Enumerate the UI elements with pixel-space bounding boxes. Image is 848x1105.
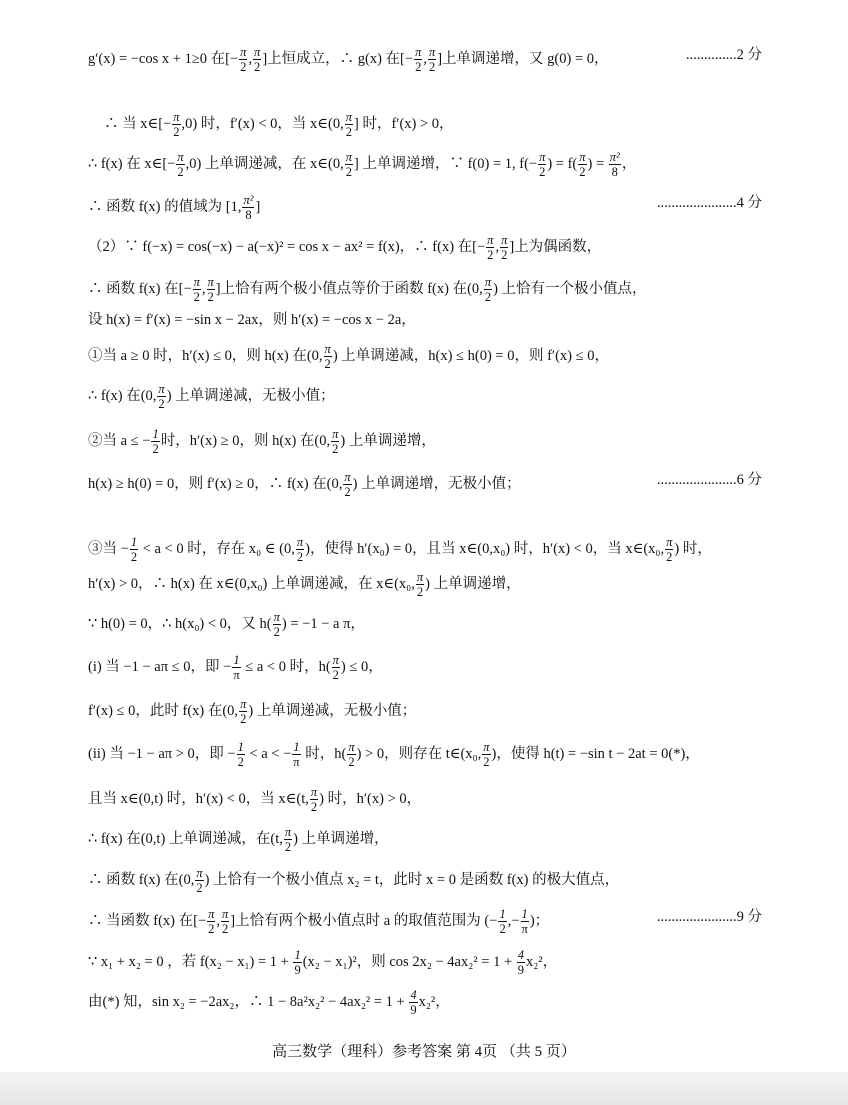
fraction-denominator: 2 — [666, 550, 673, 564]
page-footer: 高三数学（理科）参考答案 第 4页 （共 5 页） — [272, 1044, 576, 1060]
text-segment: x₂²， — [526, 953, 558, 970]
fraction-denominator: 2 — [324, 357, 331, 371]
fraction — [195, 866, 203, 895]
text-segment: ∴ f(x) 在(0,t) 上单调递减，在(t, — [88, 830, 283, 847]
fraction-numerator: π — [332, 653, 339, 667]
solution-line — [88, 948, 762, 977]
text-segment: ) 上单调递增， — [293, 830, 389, 847]
fraction — [484, 275, 492, 304]
fraction — [409, 988, 417, 1017]
text-segment: ) 上单调递减，无极小值； — [166, 387, 335, 404]
fraction — [221, 907, 229, 936]
solution-line — [88, 193, 762, 222]
fraction-denominator: 2 — [416, 585, 424, 599]
fraction — [414, 45, 422, 74]
solution-line — [88, 570, 762, 599]
fraction — [498, 907, 506, 936]
fraction — [331, 427, 339, 456]
fraction — [296, 535, 304, 564]
text-segment: 由(*) 知，sin x₂ = −2ax₂，∴ 1 − 8a²x₂² − 4ax₂² = 1 + — [88, 993, 409, 1010]
fraction — [284, 825, 292, 854]
solution-line — [104, 110, 762, 139]
text-segment: )； — [529, 912, 550, 929]
text-segment: ∴ 函数 f(x) 在[− — [88, 280, 192, 297]
text-segment: 设 h(x) = f′(x) = −sin x − 2ax，则 h′(x) = −cos x − 2a， — [88, 312, 416, 328]
solution-line — [88, 610, 762, 639]
fraction-denominator: 2 — [579, 165, 586, 179]
fraction-denominator: 2 — [208, 922, 215, 936]
text-segment: g′(x) = −cos x + 1≥0 在[− — [88, 50, 239, 67]
fraction-numerator: π — [428, 45, 436, 59]
text-segment: ) ≤ 0， — [340, 658, 383, 675]
fraction-numerator: π — [415, 45, 422, 59]
solution-line — [88, 907, 762, 936]
fraction-numerator: π — [348, 740, 355, 754]
fraction-numerator: π — [177, 150, 184, 164]
fraction-numerator: 1 — [294, 948, 301, 962]
fraction — [517, 948, 525, 977]
text-segment: x₂²， — [418, 993, 450, 1010]
text-segment: ， — [621, 155, 637, 172]
text-segment: ) > 0，则存在 t∈(x₀, — [356, 745, 482, 762]
fraction — [538, 150, 546, 179]
text-segment: < a < − — [245, 745, 292, 762]
text-segment: ] — [255, 198, 261, 215]
fraction-numerator: π — [207, 275, 214, 289]
fraction — [345, 150, 353, 179]
fraction-denominator: 2 — [501, 248, 508, 262]
text-segment: ]上恰有两个极小值点等价于函数 f(x) 在(0, — [215, 280, 483, 297]
text-segment: ]上单调递增，又 g(0) = 0， — [437, 50, 609, 67]
fraction-numerator: π — [173, 110, 180, 124]
fraction-numerator: 1 — [233, 653, 240, 667]
text-segment: 且当 x∈(0,t) 时，h′(x) < 0，当 x∈(t, — [88, 790, 309, 807]
fraction-denominator: 2 — [284, 840, 292, 854]
solution-line — [88, 427, 762, 456]
page-bottom-edge — [0, 1072, 848, 1105]
solution-line — [88, 470, 762, 499]
fraction-numerator: π — [158, 382, 165, 396]
fraction — [416, 570, 424, 599]
fraction-denominator: 2 — [273, 625, 280, 639]
text-segment: (x₂ − x₁)²，则 cos 2x₂ − 4ax₂² = 1 + — [302, 953, 516, 970]
solution-line — [88, 535, 762, 564]
fraction — [486, 233, 494, 262]
fraction-denominator: 2 — [539, 165, 546, 179]
fraction-denominator: 2 — [296, 550, 304, 564]
fraction — [324, 342, 332, 371]
fraction-denominator: 2 — [345, 125, 352, 139]
text-segment: ) 时，h′(x) > 0， — [319, 790, 422, 807]
fraction — [207, 907, 215, 936]
fraction-numerator: π — [345, 150, 352, 164]
fraction — [239, 697, 247, 726]
fraction-denominator: 2 — [487, 248, 494, 262]
solution-line — [88, 697, 762, 726]
solution-line — [88, 233, 762, 262]
fraction-numerator: π — [579, 150, 586, 164]
text-segment: ) 时， — [674, 540, 712, 557]
fraction — [665, 535, 673, 564]
fraction — [232, 653, 240, 682]
fraction-denominator: 9 — [517, 963, 524, 977]
text-segment: ∴ f(x) 在 x∈[− — [88, 155, 176, 172]
text-segment: )，使得 h(t) = −sin t − 2at = 0(*)， — [491, 745, 700, 762]
fraction-denominator: 2 — [254, 60, 261, 74]
fraction — [578, 150, 586, 179]
fraction-denominator: 2 — [130, 550, 138, 564]
text-segment: ) 上单调递减，h(x) ≤ h(0) = 0，则 f′(x) ≤ 0， — [332, 347, 609, 364]
fraction-denominator: 2 — [240, 712, 247, 726]
text-segment: ∴ 函数 f(x) 的值域为 [1, — [88, 198, 242, 215]
fraction — [273, 610, 281, 639]
fraction — [609, 150, 621, 179]
text-segment: ∴ 函数 f(x) 在(0, — [88, 871, 195, 888]
fraction — [239, 45, 247, 74]
text-segment: 时，h( — [301, 745, 347, 762]
fraction — [292, 740, 300, 769]
fraction-denominator: 2 — [332, 442, 339, 456]
text-segment: ) 上恰有一个极小值点 x₂ = t，此时 x = 0 是函数 f(x) 的极大值点， — [204, 871, 620, 888]
fraction-numerator: 4 — [517, 948, 524, 962]
text-segment: f′(x) ≤ 0，此时 f(x) 在(0, — [88, 702, 239, 719]
fraction-numerator: π — [324, 342, 331, 356]
fraction-denominator: 2 — [222, 922, 229, 936]
text-segment: ,0) 上单调递减，在 x∈(0, — [185, 155, 344, 172]
fraction-numerator: π — [254, 45, 261, 59]
fraction — [521, 907, 529, 936]
fraction-numerator: π — [345, 110, 353, 124]
text-segment: ∴ f(x) 在(0, — [88, 387, 157, 404]
fraction-denominator: 2 — [332, 668, 339, 682]
text-segment: ) 上单调递增， — [425, 575, 521, 592]
text-segment: ∴ 当 x∈[− — [104, 115, 172, 132]
fraction — [193, 275, 201, 304]
fraction-numerator: π² — [609, 150, 620, 164]
fraction-numerator: π — [296, 535, 304, 549]
fraction-denominator: 2 — [177, 165, 184, 179]
text-segment: ∵ h(0) = 0，∴ h(x₀) < 0，又 h( — [88, 615, 272, 632]
fraction-numerator: π — [193, 275, 200, 289]
solution-line — [88, 382, 762, 411]
fraction-numerator: π — [666, 535, 673, 549]
text-segment: (ii) 当 −1 − aπ > 0，即 − — [88, 745, 236, 762]
score-marker: ......................9 分 — [656, 909, 762, 925]
fraction-numerator: 1 — [499, 907, 506, 921]
text-segment: ) 上单调递增，无极小值； — [352, 475, 521, 492]
fraction-denominator: 2 — [499, 922, 506, 936]
fraction — [482, 740, 490, 769]
fraction-denominator: 2 — [428, 60, 436, 74]
fraction-denominator: 2 — [483, 755, 490, 769]
fraction-denominator: 2 — [193, 290, 200, 304]
text-segment: ]上恒成立，∴ g(x) 在[− — [262, 50, 414, 67]
fraction-denominator: 2 — [173, 125, 180, 139]
text-segment: ,− — [507, 912, 520, 929]
fraction — [428, 45, 436, 74]
fraction — [237, 740, 245, 769]
fraction-numerator: π — [273, 610, 280, 624]
fraction-denominator: 2 — [240, 60, 247, 74]
solution-line — [88, 275, 762, 304]
text-segment: , — [216, 912, 221, 929]
solution-line — [88, 45, 762, 74]
fraction-denominator: 9 — [410, 1003, 417, 1017]
fraction-denominator: 2 — [415, 60, 422, 74]
fraction-numerator: 4 — [410, 988, 417, 1002]
fraction-numerator: 1 — [521, 907, 528, 921]
solution-line — [88, 150, 762, 179]
fraction-numerator: π — [416, 570, 424, 584]
text-segment: , — [495, 238, 500, 255]
text-segment: ) = −1 − a π， — [281, 615, 365, 632]
fraction-numerator: π — [332, 427, 339, 441]
solution-line — [88, 825, 762, 854]
fraction-numerator: π — [539, 150, 546, 164]
fraction-denominator: 2 — [345, 165, 352, 179]
solution-line — [88, 740, 762, 769]
text-segment: ≤ a < 0 时，h( — [241, 658, 331, 675]
solution-line — [88, 653, 762, 682]
text-segment: , — [248, 50, 253, 67]
text-segment: , — [423, 50, 427, 67]
fraction — [332, 653, 340, 682]
text-segment: (i) 当 −1 − aπ ≤ 0，即 − — [88, 658, 232, 675]
fraction-numerator: π — [284, 825, 292, 839]
text-segment: ) 上单调递增， — [340, 432, 436, 449]
text-segment: , — [201, 280, 206, 297]
solution-line — [88, 988, 762, 1017]
fraction — [207, 275, 215, 304]
score-marker: ......................6 分 — [656, 472, 762, 488]
fraction — [343, 470, 351, 499]
solution-line — [88, 866, 762, 895]
fraction-denominator: 8 — [245, 208, 252, 222]
fraction — [347, 740, 355, 769]
fraction — [310, 785, 318, 814]
fraction-numerator: π — [240, 45, 247, 59]
fraction-numerator: 1 — [293, 740, 300, 754]
fraction — [176, 150, 184, 179]
fraction-denominator: π — [293, 755, 300, 769]
text-segment: < a < 0 时，存在 x₀ ∈ (0, — [139, 540, 295, 557]
text-segment: h(x) ≥ h(0) = 0，则 f′(x) ≥ 0，∴ f(x) 在(0, — [88, 475, 343, 492]
text-segment: )，使得 h′(x₀) = 0，且当 x∈(0,x₀) 时，h′(x) < 0，当 x∈(x₀, — [305, 540, 665, 557]
text-segment: （2）∵ f(−x) = cos(−x) − a(−x)² = cos x − ax² = f(x)，∴ f(x) 在[− — [88, 238, 486, 255]
fraction-denominator: 8 — [611, 165, 618, 179]
text-segment: ]上恰有两个极小值点时 a 的取值范围为 (− — [230, 912, 498, 929]
fraction-numerator: 1 — [237, 740, 244, 754]
fraction-denominator: 2 — [152, 442, 159, 456]
text-segment: ∴ 当函数 f(x) 在[− — [88, 912, 207, 929]
fraction — [242, 193, 254, 222]
fraction — [500, 233, 508, 262]
fraction-numerator: π² — [243, 193, 254, 207]
text-segment: ∵ x₁ + x₂ = 0 ，若 f(x₂ − x₁) = 1 + — [88, 953, 293, 970]
text-segment: ] 时，f′(x) > 0， — [354, 115, 454, 132]
text-segment: ) 上恰有一个极小值点， — [493, 280, 647, 297]
fraction-denominator: π — [233, 668, 240, 682]
fraction-numerator: π — [487, 233, 494, 247]
fraction-numerator: π — [484, 275, 492, 289]
fraction — [253, 45, 261, 74]
fraction — [345, 110, 353, 139]
text-segment: h′(x) > 0，∴ h(x) 在 x∈(0,x₀) 上单调递减，在 x∈(x₀, — [88, 575, 415, 592]
fraction-denominator: 2 — [196, 881, 203, 895]
fraction-numerator: π — [208, 907, 215, 921]
fraction-numerator: π — [344, 470, 351, 484]
text-segment: ②当 a ≤ − — [88, 432, 151, 449]
fraction-denominator: 2 — [207, 290, 214, 304]
text-segment: ③当 − — [88, 540, 129, 557]
fraction-denominator: 2 — [158, 397, 165, 411]
fraction-denominator: 2 — [344, 485, 351, 499]
text-segment: ) 上单调递减，无极小值； — [248, 702, 417, 719]
fraction-numerator: 1 — [130, 535, 138, 549]
fraction-denominator: 2 — [484, 290, 492, 304]
fraction-numerator: π — [483, 740, 490, 754]
fraction-denominator: 9 — [294, 963, 301, 977]
fraction-denominator: π — [521, 922, 528, 936]
text-segment: ] 上单调递增，∵ f(0) = 1, f(− — [354, 155, 538, 172]
solution-line — [88, 310, 762, 330]
fraction — [172, 110, 180, 139]
text-segment: ①当 a ≥ 0 时，h′(x) ≤ 0，则 h(x) 在(0, — [88, 347, 323, 364]
solution-line — [88, 342, 762, 371]
fraction-numerator: π — [222, 907, 229, 921]
fraction — [151, 427, 159, 456]
fraction-numerator: π — [196, 866, 203, 880]
fraction — [157, 382, 165, 411]
fraction — [293, 948, 301, 977]
score-marker: ......................4 分 — [656, 195, 762, 211]
fraction — [130, 535, 138, 564]
fraction-numerator: π — [310, 785, 318, 799]
text-segment: ,0) 时，f′(x) < 0，当 x∈(0, — [181, 115, 344, 132]
text-segment: ]上为偶函数， — [509, 238, 602, 255]
fraction-denominator: 2 — [348, 755, 355, 769]
fraction-denominator: 2 — [237, 755, 244, 769]
fraction-numerator: π — [240, 697, 247, 711]
fraction-numerator: 1 — [152, 427, 159, 441]
fraction-denominator: 2 — [310, 800, 318, 814]
score-marker: ..............2 分 — [685, 47, 762, 63]
text-segment: 时，h′(x) ≥ 0，则 h(x) 在(0, — [160, 432, 331, 449]
fraction-numerator: π — [501, 233, 508, 247]
text-segment: ) = — [587, 155, 608, 172]
solution-line — [88, 785, 762, 814]
text-segment: ) = f( — [547, 155, 578, 172]
